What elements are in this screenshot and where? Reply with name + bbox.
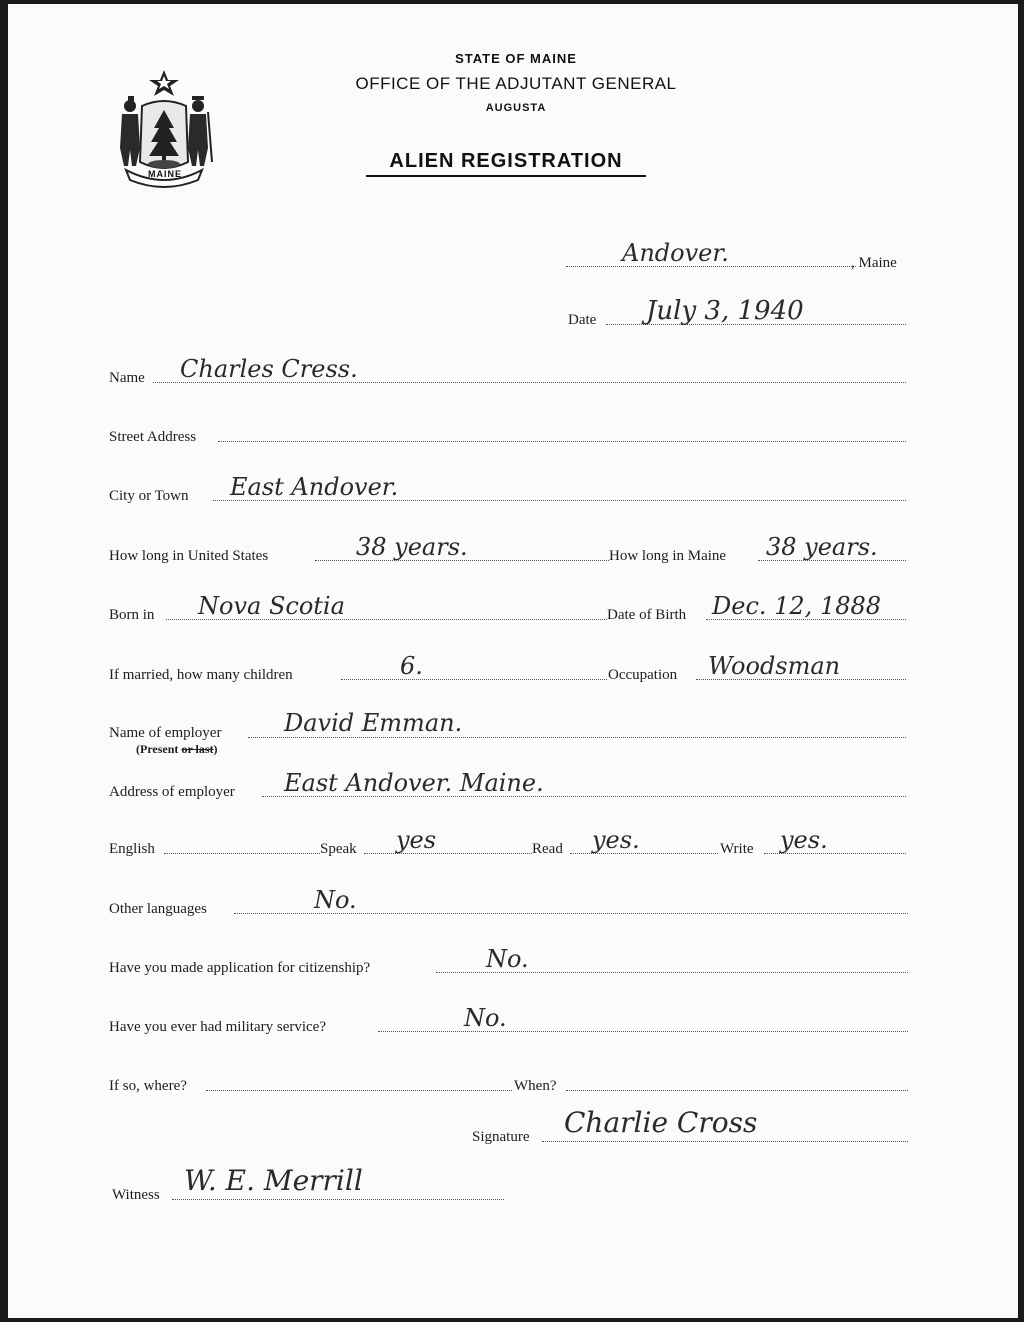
other-languages-value: No. [314,886,357,914]
children-value: 6. [400,652,423,680]
date-value: July 3, 1940 [646,296,804,326]
name-value: Charles Cress. [180,355,358,383]
years-us-value: 38 years. [356,533,468,561]
occupation-value: Woodsman [708,652,841,680]
employer-sublabel-struck: or last [181,742,214,756]
signature-label: Signature [472,1129,530,1145]
children-line [341,679,607,680]
seal-banner-text: MAINE [148,169,182,179]
registration-form-page [8,4,1018,1318]
english-line [164,853,320,854]
when-label: When? [514,1078,557,1094]
citizenship-value: No. [486,945,529,973]
where-line [206,1090,512,1091]
employer-label: Name of employer [109,725,222,741]
street-address-line [218,441,906,442]
employer-line [248,737,906,738]
town-value: Andover. [622,239,729,267]
form-title: ALIEN REGISTRATION [366,150,646,177]
occupation-label: Occupation [608,667,678,683]
signature-line [542,1141,908,1142]
speak-label: Speak [320,841,357,857]
military-line [378,1031,908,1032]
write-value: yes. [780,826,828,854]
dob-label: Date of Birth [607,607,687,623]
write-label: Write [720,841,754,857]
citizenship-label: Have you made application for citizenship? [109,960,371,976]
employer-value: David Emman. [284,709,463,737]
years-maine-value: 38 years. [766,533,878,561]
read-label: Read [532,841,563,857]
when-line [566,1090,908,1091]
english-label: English [109,841,155,857]
date-label: Date [568,312,597,328]
dob-value: Dec. 12, 1888 [712,592,882,620]
years-maine-label: How long in Maine [609,548,727,564]
employer-address-value: East Andover. Maine. [284,769,544,797]
city-heading: AUGUSTA [485,102,547,114]
state-suffix: , Maine [851,255,897,271]
city-value: East Andover. [230,473,399,501]
military-label: Have you ever had military service? [109,1019,326,1035]
employer-sublabel-close: ) [213,742,218,756]
children-label: If married, how many children [109,667,293,683]
witness-label: Witness [112,1187,160,1203]
speak-value: yes [396,826,437,854]
employer-sublabel [136,740,218,758]
read-value: yes. [592,826,640,854]
employer-sublabel-present: (Present [136,742,179,756]
where-label: If so, where? [109,1078,187,1094]
street-address-label: Street Address [109,429,197,445]
witness-value: W. E. Merrill [184,1164,363,1197]
born-in-value: Nova Scotia [198,592,345,620]
signature-value: Charlie Cross [564,1106,758,1139]
years-us-label: How long in United States [109,548,269,564]
military-value: No. [464,1004,507,1032]
born-in-label: Born in [109,607,155,623]
city-label: City or Town [109,488,189,504]
state-heading: STATE OF MAINE [455,51,577,66]
employer-address-label: Address of employer [109,784,235,800]
other-languages-label: Other languages [109,901,207,917]
witness-line [172,1199,504,1200]
name-label: Name [109,370,145,386]
speak-line [364,853,532,854]
office-heading: OFFICE OF THE ADJUTANT GENERAL [355,74,677,93]
